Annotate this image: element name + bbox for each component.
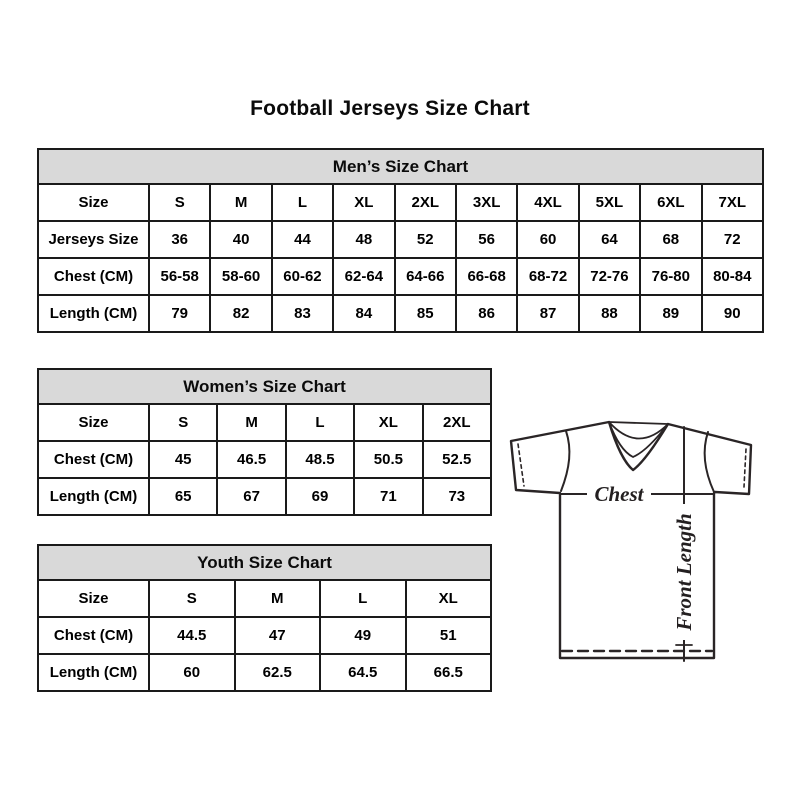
size-value-cell: 48	[333, 221, 394, 258]
right-cuff-stitch-line	[744, 449, 746, 487]
size-value-cell: 68	[640, 221, 701, 258]
size-value-cell: 60-62	[272, 258, 333, 295]
table-row	[38, 258, 763, 295]
size-value-cell: 73	[423, 478, 491, 515]
left-cuff-stitch-line	[518, 444, 524, 486]
row-label-cell: Size	[38, 580, 149, 617]
size-value-cell: 68-72	[517, 258, 578, 295]
row-label-cell: Size	[38, 404, 149, 441]
size-value-cell: 60	[517, 221, 578, 258]
table-row	[38, 221, 763, 258]
size-value-cell: 83	[272, 295, 333, 332]
size-value-cell: M	[217, 404, 285, 441]
row-label-cell: Length (CM)	[38, 295, 149, 332]
size-value-cell: 56-58	[149, 258, 210, 295]
page-title: Football Jerseys Size Chart	[250, 97, 530, 120]
size-value-cell: 89	[640, 295, 701, 332]
size-value-cell: 47	[235, 617, 321, 654]
size-value-cell: 46.5	[217, 441, 285, 478]
jersey-outline	[511, 422, 751, 658]
size-value-cell: S	[149, 404, 217, 441]
size-value-cell: 79	[149, 295, 210, 332]
table-title-row	[38, 545, 491, 580]
size-value-cell: L	[286, 404, 354, 441]
size-value-cell: 85	[395, 295, 456, 332]
left-armhole-seam	[561, 431, 569, 491]
size-value-cell: S	[149, 184, 210, 221]
size-value-cell: 90	[702, 295, 763, 332]
row-label-cell: Length (CM)	[38, 478, 149, 515]
row-label-cell: Chest (CM)	[38, 617, 149, 654]
table-title: Men’s Size Chart	[38, 149, 763, 184]
table-row	[38, 441, 491, 478]
table-title-row	[38, 149, 763, 184]
size-value-cell: 71	[354, 478, 422, 515]
size-value-cell: 48.5	[286, 441, 354, 478]
size-value-cell: 4XL	[517, 184, 578, 221]
jersey-measurement-diagram	[504, 402, 762, 670]
mens-size-table	[37, 148, 764, 333]
size-value-cell: 40	[210, 221, 271, 258]
table-row	[38, 404, 491, 441]
size-value-cell: 44.5	[149, 617, 235, 654]
size-value-cell: 76-80	[640, 258, 701, 295]
table-row	[38, 295, 763, 332]
size-value-cell: 56	[456, 221, 517, 258]
size-value-cell: 50.5	[354, 441, 422, 478]
size-value-cell: 88	[579, 295, 640, 332]
size-value-cell: 64.5	[320, 654, 406, 691]
size-value-cell: 44	[272, 221, 333, 258]
size-value-cell: 51	[406, 617, 492, 654]
row-label-cell: Jerseys Size	[38, 221, 149, 258]
jersey-illustration	[504, 402, 762, 670]
size-value-cell: XL	[333, 184, 394, 221]
table-row	[38, 617, 491, 654]
size-value-cell: 80-84	[702, 258, 763, 295]
size-value-cell: L	[272, 184, 333, 221]
size-value-cell: 66.5	[406, 654, 492, 691]
table-row	[38, 478, 491, 515]
size-value-cell: 60	[149, 654, 235, 691]
size-value-cell: 86	[456, 295, 517, 332]
size-value-cell: XL	[406, 580, 492, 617]
youth-size-table	[37, 544, 492, 692]
row-label-cell: Size	[38, 184, 149, 221]
table-row	[38, 580, 491, 617]
size-value-cell: L	[320, 580, 406, 617]
size-value-cell: 58-60	[210, 258, 271, 295]
size-value-cell: 69	[286, 478, 354, 515]
table-row	[38, 184, 763, 221]
womens-size-table	[37, 368, 492, 516]
table-row	[38, 654, 491, 691]
size-value-cell: 36	[149, 221, 210, 258]
size-value-cell: 49	[320, 617, 406, 654]
row-label-cell: Chest (CM)	[38, 258, 149, 295]
size-value-cell: 65	[149, 478, 217, 515]
table-title-row	[38, 369, 491, 404]
size-value-cell: M	[210, 184, 271, 221]
row-label-cell: Chest (CM)	[38, 441, 149, 478]
size-value-cell: 72	[702, 221, 763, 258]
size-value-cell: 62.5	[235, 654, 321, 691]
size-value-cell: 7XL	[702, 184, 763, 221]
size-value-cell: M	[235, 580, 321, 617]
size-value-cell: 2XL	[423, 404, 491, 441]
size-value-cell: 3XL	[456, 184, 517, 221]
table-title: Women’s Size Chart	[38, 369, 491, 404]
size-value-cell: 52.5	[423, 441, 491, 478]
size-value-cell: 64-66	[395, 258, 456, 295]
size-value-cell: XL	[354, 404, 422, 441]
collar-top-line	[609, 422, 668, 424]
right-armhole-seam	[705, 432, 714, 492]
size-value-cell: 45	[149, 441, 217, 478]
size-value-cell: S	[149, 580, 235, 617]
size-value-cell: 2XL	[395, 184, 456, 221]
size-value-cell: 82	[210, 295, 271, 332]
size-value-cell: 87	[517, 295, 578, 332]
row-label-cell: Length (CM)	[38, 654, 149, 691]
size-value-cell: 52	[395, 221, 456, 258]
size-value-cell: 66-68	[456, 258, 517, 295]
size-value-cell: 64	[579, 221, 640, 258]
table-title: Youth Size Chart	[38, 545, 491, 580]
size-value-cell: 6XL	[640, 184, 701, 221]
size-value-cell: 5XL	[579, 184, 640, 221]
size-value-cell: 67	[217, 478, 285, 515]
chest-measurement-label: Chest	[594, 482, 644, 506]
size-value-cell: 62-64	[333, 258, 394, 295]
size-value-cell: 72-76	[579, 258, 640, 295]
size-value-cell: 84	[333, 295, 394, 332]
front-length-measurement-label: Front Length	[672, 513, 696, 631]
